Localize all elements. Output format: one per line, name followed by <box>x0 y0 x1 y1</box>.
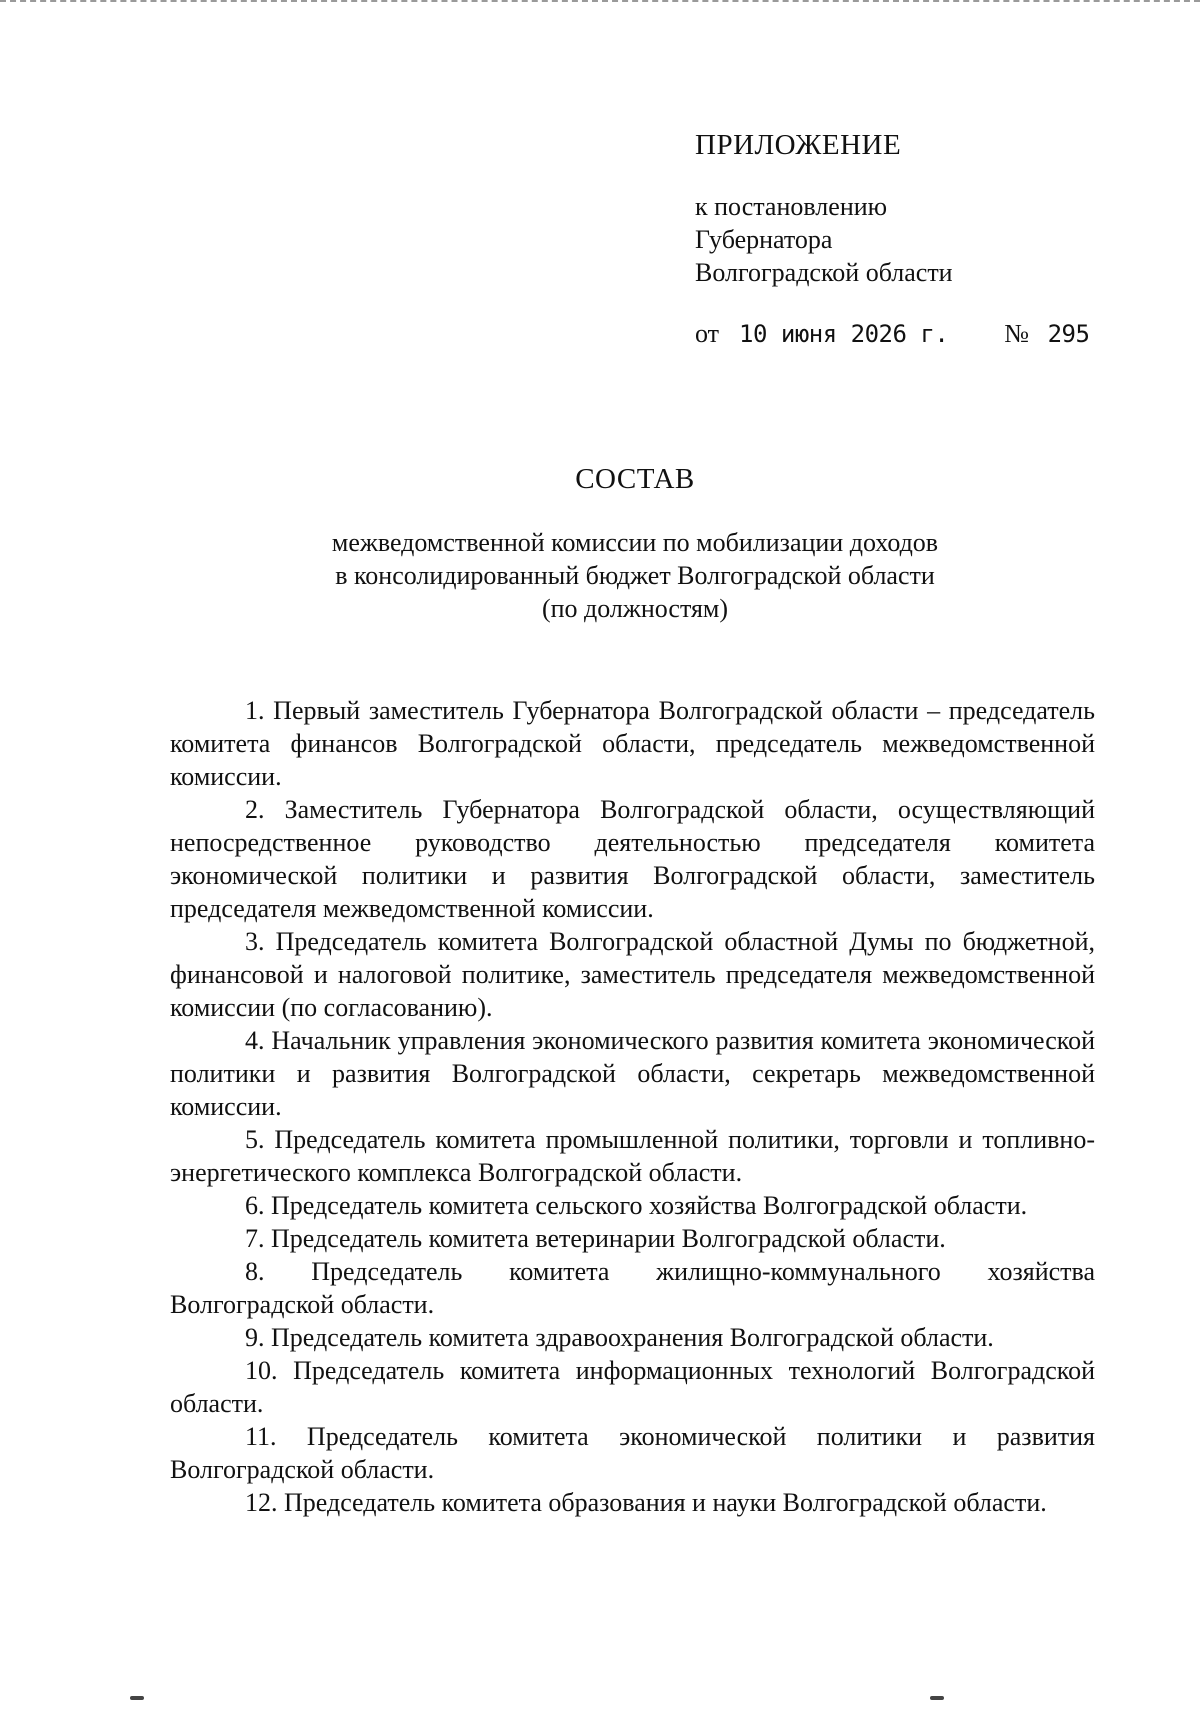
members-list <box>170 694 1095 1519</box>
number-sign: № <box>1004 319 1030 348</box>
scan-artifact <box>930 1696 944 1700</box>
date-prefix: от <box>695 319 720 348</box>
document-subtitle <box>170 526 1100 625</box>
list-item: 3. Председатель комитета Волгоградской областной Думы по бюджетной, финансовой и налоговой политике, заместитель председателя межведомственной комиссии (по согласованию). <box>170 927 1095 1022</box>
list-item: 1. Первый заместитель Губернатора Волгоградской области – председатель комитета финансов Волгоградской области, председатель межведомственной комиссии. <box>170 696 1095 791</box>
list-item: 2. Заместитель Губернатора Волгоградской области, осуществляющий непосредственное руководство деятельностью председателя комитета экономической политики и развития Волгоградской области, заместитель председателя межведомственной комиссии. <box>170 795 1095 923</box>
subtitle-line: (по должностям) <box>541 594 729 623</box>
subtitle-line: межведомственной комиссии по мобилизации доходов <box>331 528 939 557</box>
appendix-line-decree: к постановлению <box>695 192 888 221</box>
date-value: 10 июня 2026 г. <box>739 320 949 348</box>
number-value: 295 <box>1047 320 1090 348</box>
list-item: 7. Председатель комитета ветеринарии Волгоградской области. <box>245 1224 946 1253</box>
list-item: 11. Председатель комитета экономической политики и развития Волгоградской области. <box>170 1422 1095 1484</box>
appendix-title: ПРИЛОЖЕНИЕ <box>695 129 902 161</box>
subtitle-line: в консолидированный бюджет Волгоградской области <box>335 561 935 590</box>
number-group <box>1004 317 1089 351</box>
appendix-line-governor: Губернатора <box>695 225 833 254</box>
list-item: 6. Председатель комитета сельского хозяйства Волгоградской области. <box>245 1191 1028 1220</box>
list-item: 8. Председатель комитета жилищно-коммунального хозяйства Волгоградской области. <box>170 1257 1095 1319</box>
document-title: СОСТАВ <box>575 463 695 495</box>
list-item: 9. Председатель комитета здравоохранения Волгоградской области. <box>245 1323 994 1352</box>
scan-bottom-edge <box>0 1696 1200 1706</box>
scan-artifact <box>130 1696 144 1700</box>
appendix-block <box>695 128 1115 351</box>
list-item: 4. Начальник управления экономического развития комитета экономической политики и развития Волгоградской области, секретарь межведомственной комиссии. <box>170 1026 1095 1121</box>
list-item: 10. Председатель комитета информационных технологий Волгоградской области. <box>170 1356 1095 1418</box>
list-item: 5. Председатель комитета промышленной политики, торговли и топливно-энергетического комплекса Волгоградской области. <box>170 1125 1095 1187</box>
appendix-date-line <box>695 317 1115 351</box>
appendix-line-region: Волгоградской области <box>695 258 953 287</box>
scan-top-edge <box>0 0 1200 2</box>
list-item: 12. Председатель комитета образования и науки Волгоградской области. <box>245 1488 1047 1517</box>
